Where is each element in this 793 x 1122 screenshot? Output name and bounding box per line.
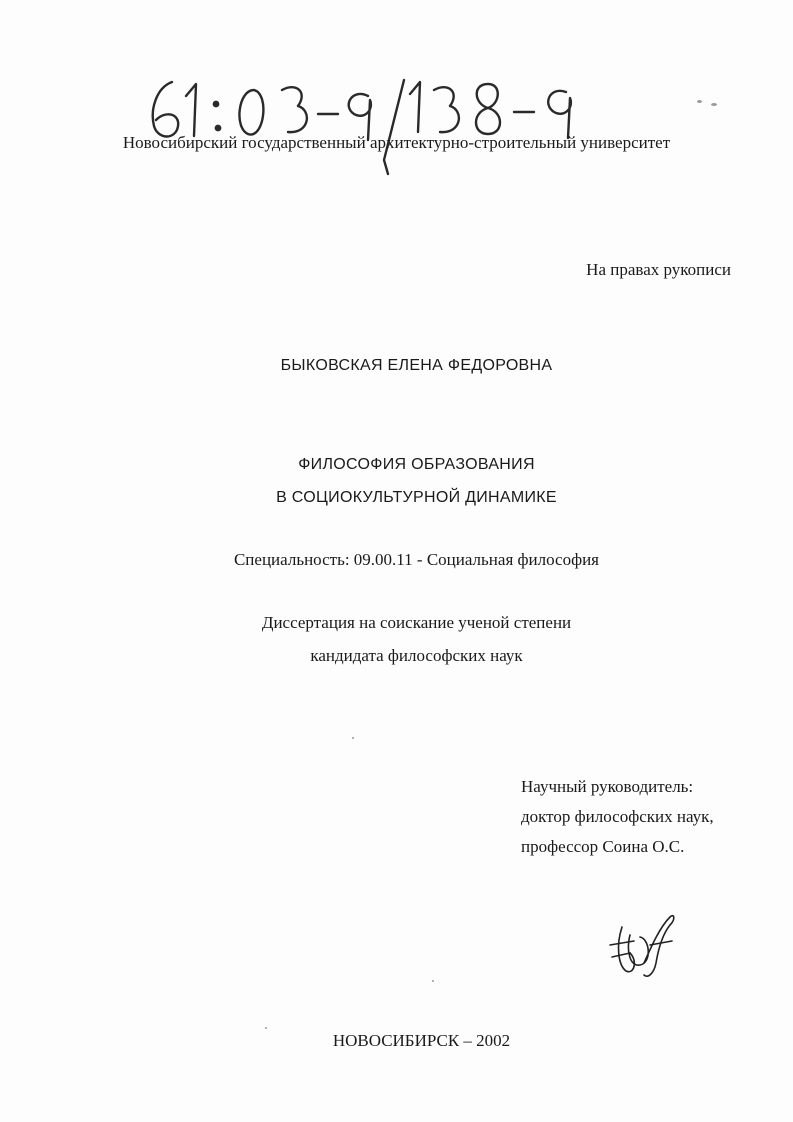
scan-speck <box>432 980 434 982</box>
scan-speck <box>711 103 717 106</box>
dissertation-title-line-1: ФИЛОСОФИЯ ОБРАЗОВАНИЯ <box>298 456 535 473</box>
advisor-label: Научный руководитель: <box>521 777 694 796</box>
author-name: БЫКОВСКАЯ ЕЛЕНА ФЕДОРОВНА <box>280 357 553 374</box>
specialty-line: Специальность: 09.00.11 - Социальная философия <box>233 550 600 569</box>
city-and-year: НОВОСИБИРСК – 2002 <box>332 1031 511 1050</box>
scan-speck <box>352 737 354 739</box>
dissertation-title-line-2: В СОЦИОКУЛЬТУРНОЙ ДИНАМИКЕ <box>276 489 557 506</box>
handwritten-signature <box>600 905 680 985</box>
manuscript-rights-note: На правах рукописи <box>586 260 731 279</box>
scan-speck <box>697 100 702 103</box>
scan-speck <box>265 1027 267 1029</box>
advisor-degree: доктор философских наук, <box>521 807 714 826</box>
university-name: Новосибирский государственный архитектурно-строительный университет <box>122 133 671 152</box>
advisor-name: профессор Соина О.С. <box>521 837 685 856</box>
handwritten-archive-code <box>142 70 602 180</box>
dissertation-purpose-line-1: Диссертация на соискание ученой степени <box>261 613 572 632</box>
dissertation-purpose-line-2: кандидата философских наук <box>310 646 523 665</box>
